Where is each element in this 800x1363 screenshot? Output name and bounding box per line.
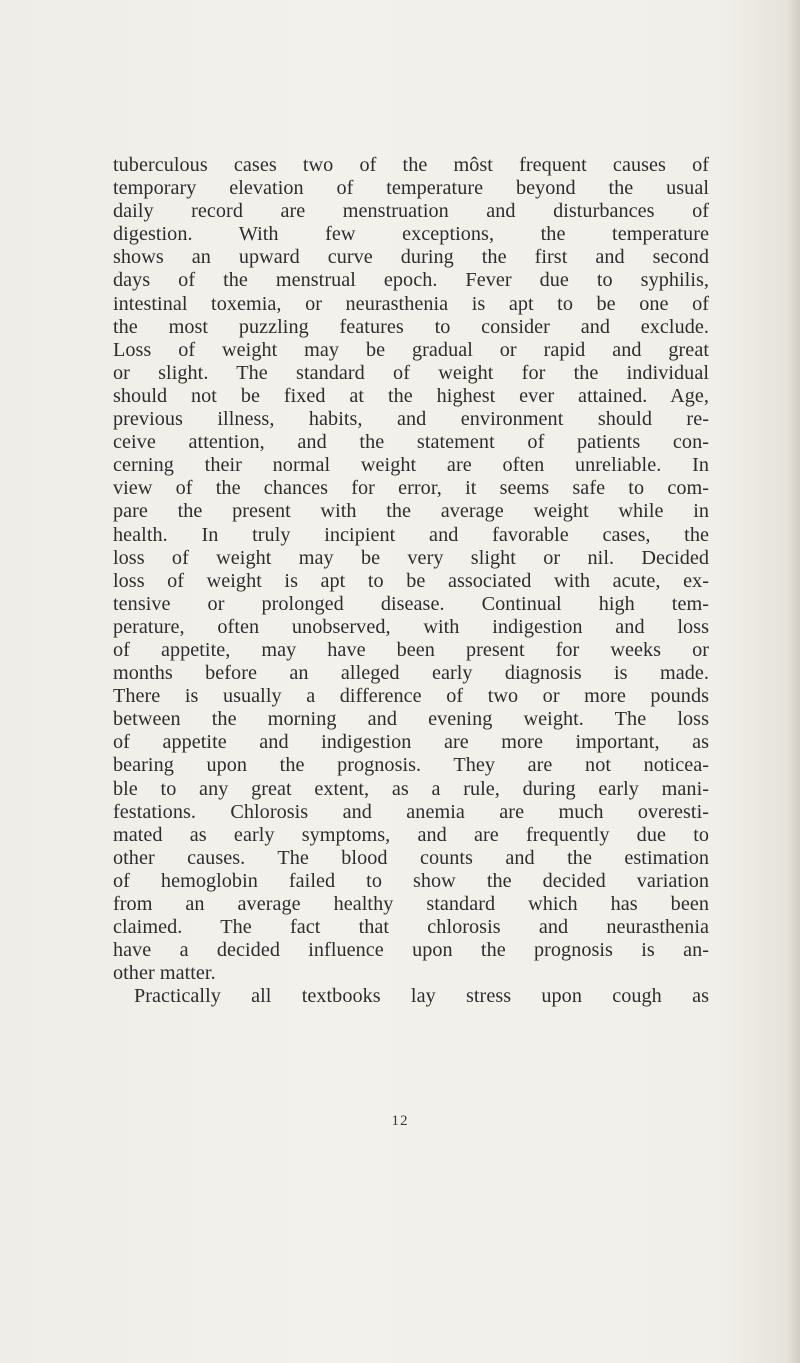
text-line: the most puzzling features to consider and exclude. xyxy=(113,315,709,338)
text-line: loss of weight is apt to be associated with acute, ex- xyxy=(113,569,709,592)
text-line: Loss of weight may be gradual or rapid and great xyxy=(113,338,709,361)
text-line: health. In truly incipient and favorable cases, the xyxy=(113,523,709,546)
text-line: intestinal toxemia, or neurasthenia is apt to be one of xyxy=(113,292,709,315)
text-line: temporary elevation of temperature beyond the usual xyxy=(113,177,709,200)
text-line: of hemoglobin failed to show the decided variation xyxy=(113,869,709,892)
text-line: of appetite and indigestion are more important, as xyxy=(113,731,709,754)
text-line: of appetite, may have been present for weeks or xyxy=(113,638,709,661)
page-edge-shadow xyxy=(786,0,800,1363)
text-line: shows an upward curve during the first and second xyxy=(113,246,709,269)
paragraph-start-line: Practically all textbooks lay stress upon cough as xyxy=(134,985,709,1008)
text-line: should not be fixed at the highest ever attained. Age, xyxy=(113,384,709,407)
text-line: have a decided influence upon the prognosis is an- xyxy=(113,939,709,962)
text-line: or slight. The standard of weight for the individual xyxy=(113,361,709,384)
text-line: days of the menstrual epoch. Fever due to syphilis, xyxy=(113,269,709,292)
text-line: months before an alleged early diagnosis is made. xyxy=(113,662,709,685)
text-line: view of the chances for error, it seems safe to com- xyxy=(113,477,709,500)
text-line: claimed. The fact that chlorosis and neurasthenia xyxy=(113,916,709,939)
text-line: bearing upon the prognosis. They are not noticea- xyxy=(113,754,709,777)
text-line: between the morning and evening weight. The loss xyxy=(113,708,709,731)
text-line: pare the present with the average weight while in xyxy=(113,500,709,523)
text-line: ble to any great extent, as a rule, during early mani- xyxy=(113,777,709,800)
text-line: loss of weight may be very slight or nil. Decided xyxy=(113,546,709,569)
text-line: festations. Chlorosis and anemia are much overesti- xyxy=(113,800,709,823)
text-line: There is usually a difference of two or more pounds xyxy=(113,685,709,708)
text-line: previous illness, habits, and environment should re- xyxy=(113,408,709,431)
paragraph-end-line: other matter. xyxy=(113,962,216,985)
text-line: cerning their normal weight are often unreliable. In xyxy=(113,454,709,477)
text-line: tuberculous cases two of the môst frequent causes of xyxy=(113,154,709,176)
text-line: daily record are menstruation and disturbances of xyxy=(113,200,709,223)
page-number: 12 xyxy=(391,1113,409,1129)
text-line: other causes. The blood counts and the estimation xyxy=(113,846,709,869)
text-line: mated as early symptoms, and are frequently due to xyxy=(113,823,709,846)
text-line: perature, often unobserved, with indigestion and loss xyxy=(113,615,709,638)
text-line: from an average healthy standard which has been xyxy=(113,893,709,915)
text-line: digestion. With few exceptions, the temperature xyxy=(113,223,709,246)
text-line: tensive or prolonged disease. Continual high tem- xyxy=(113,592,709,615)
text-line: ceive attention, and the statement of patients con- xyxy=(113,431,709,454)
body-text xyxy=(113,154,709,1008)
